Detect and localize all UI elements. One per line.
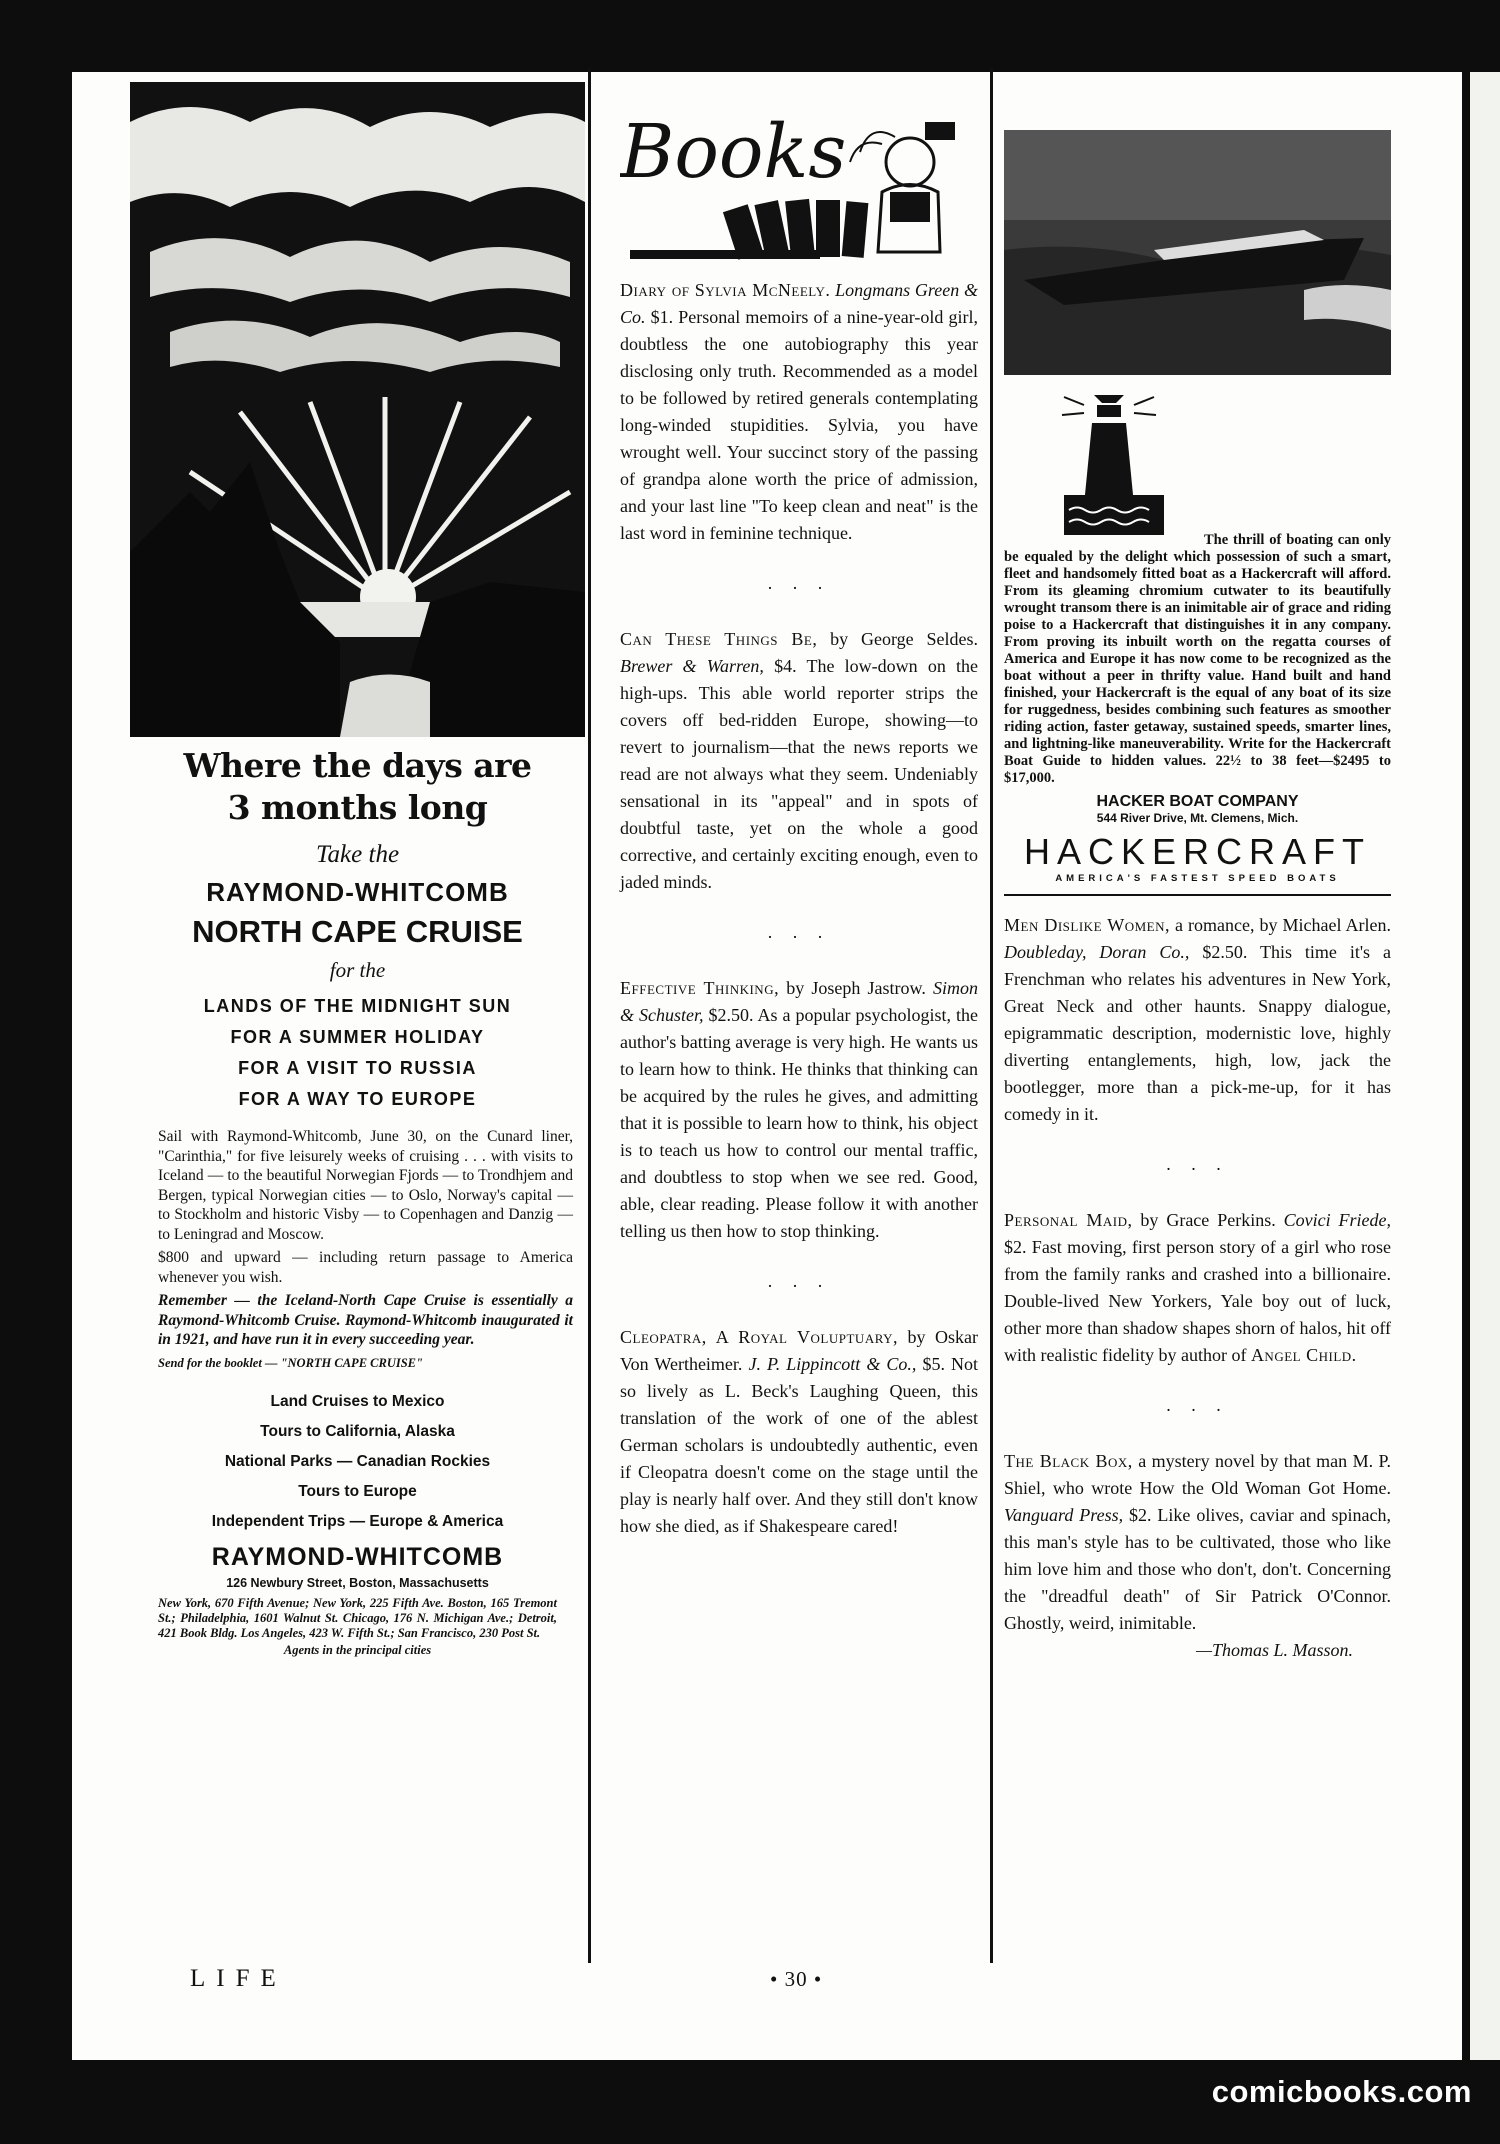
separator: . . .: [1166, 1395, 1229, 1415]
sail-text: Sail with Raymond-Whitcomb, June 30, on the Cunard liner, "Carinthia," for five leisurely weeks of cruising . . . with visits to Iceland — to the beautiful Norwegian Fjords — to Trondhjem and Bergen, typical Norwegian cities — to Oslo, Norway's capital — to Stockholm and historic Visby — to Copenhagen and Danzig — to Leningrad and Moscow.: [158, 1128, 573, 1243]
remember-text: Remember — the Iceland-North Cape Cruise is essentially a Raymond-Whitcomb Cruise. Raymond-Whitcomb inaugurated it in 1921, and have run it in every succeeding year.: [158, 1292, 573, 1348]
column-rule-2: [990, 68, 993, 1963]
review-7: The Black Box, a mystery novel by that man M. P. Shiel, who wrote How the Old Woman Got Home. Vanguard Press, $2. Like olives, caviar and spinach, this man's style has to be cultivated, those who like him love him and those who don't, don't. Concerning the "dreadful death" of Sir Patrick O'Connor. Ghostly, weird, inimitable.: [1004, 1451, 1392, 1633]
books-heading: Books: [620, 109, 847, 195]
raymond-whitcomb-ad: [130, 82, 585, 1658]
lighthouse-icon: [1004, 375, 1391, 545]
column-rule-1: [588, 68, 591, 1963]
tour-item: Tours to Europe: [298, 1483, 417, 1500]
speedboat-photo: [1004, 130, 1391, 375]
review-1: Diary of Sylvia McNeely. Longmans Green & Co. $1. Personal memoirs of a nine-year-old girl, doubtless the one autobiography this year disclosing only truth. Recommended as a model to be followed by retired generals contemplating long-winded stupidities. Sylvia, you have wrought well. Your succinct story of the passing of grandpa alone worth the price of admission, and your last line "To keep clean and neat" is the last word in feminine technique.: [620, 280, 979, 543]
review-6: Personal Maid, by Grace Perkins. Covici Friede, $2. Fast moving, first person story of a girl who rose from the family ranks and crashed into a billionaire. Double-lived New Yorkers, Yale boy out of luck, other more than shadow shapes shorn of halos, hit off with realistic fidelity by author of Angel Child.: [1004, 1210, 1392, 1365]
tours-list: [130, 1387, 585, 1537]
midnight-sun-illustration: [130, 82, 585, 737]
reviewer-signature: —Thomas L. Masson.: [1195, 1640, 1353, 1660]
review-2: Can These Things Be, by George Seldes. Brewer & Warren, $4. The low-down on the high-ups. This able world reporter strips the covers off bed-ridden Europe, showing—to revert to journalism—that the news reports we read are not always what they seem. Undeniably sensational in its "appeal" and in spots of doubtful taste, yet on the whole a good corrective, and certainly exciting enough, even to jaded minds.: [620, 629, 979, 892]
tour-item: Independent Trips — Europe & America: [211, 1513, 504, 1530]
brand-name: RAYMOND-WHITCOMB: [206, 877, 509, 907]
cruise-name: NORTH CAPE CRUISE: [192, 914, 523, 949]
purpose-item: FOR A SUMMER HOLIDAY: [230, 1027, 485, 1047]
purpose-item: LANDS OF THE MIDNIGHT SUN: [203, 996, 512, 1016]
agents-note: Agents in the principal cities: [283, 1643, 432, 1657]
tour-item: National Parks — Canadian Rockies: [224, 1453, 491, 1470]
separator: . . .: [767, 573, 831, 593]
separator: . . .: [767, 1271, 831, 1291]
tour-item: Land Cruises to Mexico: [270, 1393, 445, 1410]
books-column: [620, 82, 978, 1540]
booklet-text: Send for the booklet — "NORTH CAPE CRUISE": [158, 1355, 423, 1370]
page-number: • 30 •: [770, 1967, 823, 1991]
hackercraft-ad: [1004, 130, 1391, 1664]
brand-address: 126 Newbury Street, Boston, Massachusetts: [226, 1576, 489, 1590]
separator: . . .: [767, 922, 831, 942]
watermark: comicbooks.com: [1211, 2074, 1472, 2109]
next-page-edge: [1470, 72, 1500, 2060]
review-4: Cleopatra, A Royal Voluptuary, by Oskar Von Wertheimer. J. P. Lippincott & Co., $5. Not so lively as L. Beck's Laughing Queen, this translation of the work of one of the ablest German scholars is undoubtedly authentic, even if Cleopatra doesn't come on the stage until the play is nearly half over. And they still don't know how she died, as if Shakespeare cared!: [620, 1327, 979, 1536]
separator: . . .: [1166, 1154, 1229, 1174]
hackercraft-logo: HACKERCRAFT: [1023, 831, 1372, 872]
for-the: for the: [329, 958, 386, 982]
hackercraft-copy: The thrill of boating can only be equaled by the delight which possession of such a smart, fleet and handsomely fitted boat as a Hackercraft will afford. From its gleaming chromium cutwater to its beautifully wrought transom there is an inimitable air of grace and riding poise to a Hackercraft that distinguishes it in any company. From proving its inbuilt worth on the regatta courses of America and Europe it has now come to be recognized as the boat without a peer in thrifty value. Hand built and hand finished, your Hackercraft is the equal of any boat of its size for ruggedness, besides combining such features as smoother riding action, faster getaway, sustained speeds, smarter lines, and lightning-like maneuverability. Write for the Hackercraft Boat Guide to hidden values. 22½ to 38 feet—$2495 to $17,000.: [1004, 532, 1391, 786]
tour-item: Tours to California, Alaska: [260, 1423, 455, 1440]
take-the: Take the: [315, 841, 400, 868]
purpose-item: FOR A WAY TO EUROPE: [238, 1089, 477, 1109]
divider: [1004, 894, 1391, 896]
purpose-list: [130, 991, 585, 1115]
magazine-name: LIFE: [190, 1965, 287, 1992]
brand-footer: RAYMOND-WHITCOMB: [211, 1543, 504, 1571]
ad-headline: Where the days are 3 months long: [183, 746, 532, 827]
review-5: Men Dislike Women, a romance, by Michael Arlen. Doubleday, Doran Co., $2.50. This time it's a Frenchman who relates his adventures in New York, Great Neck and other haunts. Snappy dialogue, epigrammatic description, modernistic love, highly diverting entanglements, high, low, jack the bootlegger, more than a pick-me-up, for it has comedy in it.: [1004, 915, 1392, 1124]
purpose-item: FOR A VISIT TO RUSSIA: [238, 1058, 477, 1078]
books-heading-illustration: [620, 82, 978, 262]
hackercraft-tagline: AMERICA'S FASTEST SPEED BOATS: [1055, 873, 1340, 884]
company-address: 544 River Drive, Mt. Clemens, Mich.: [1096, 811, 1299, 825]
review-3: Effective Thinking, by Joseph Jastrow. Simon & Schuster, $2.50. As a popular psychologist, the author's batting average is very high. He wants us to learn how to think. He thinks that thinking can be acquired by the rules he gives, and admitting that it is possible to learn how to think, his object is to teach us how to control our mental traffic, and doubtless to stop when we see red. Good, able, clear reading. Please follow it with another telling us then how to stop thinking.: [620, 978, 979, 1241]
company-name: HACKER BOAT COMPANY: [1096, 793, 1299, 810]
office-cities: New York, 670 Fifth Avenue; New York, 225 Fifth Ave. Boston, 165 Tremont St.; Philadelphia, 1601 Walnut St. Chicago, 176 N. Michigan Ave.; Detroit, 421 Book Bldg. Los Angeles, 423 W. Fifth St.; San Francisco, 230 Post St.: [158, 1596, 557, 1640]
price-text: $800 and upward — including return passage to America whenever you wish.: [158, 1249, 573, 1286]
